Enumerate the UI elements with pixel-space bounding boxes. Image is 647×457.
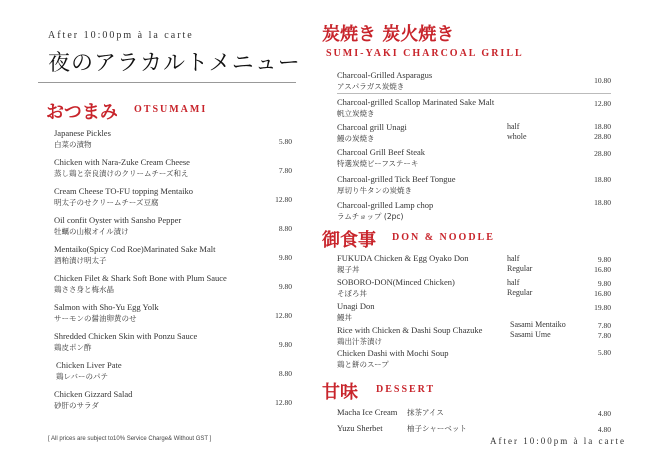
dessert-title-jp: 甘味 bbox=[322, 382, 358, 403]
item-name-en: Yuzu Sherbet bbox=[337, 423, 383, 433]
variant-price: 9.80 bbox=[597, 255, 611, 264]
item-name-jp: 親子丼 bbox=[337, 265, 360, 274]
page-title: 夜のアラカルトメニュー bbox=[48, 51, 301, 76]
variant-price: 16.80 bbox=[594, 265, 611, 274]
menu-item bbox=[337, 122, 407, 144]
footer-subtitle: After 10:00pm à la carte bbox=[490, 436, 626, 446]
item-name-en: Chicken with Nara-Zuke Cream Cheese bbox=[54, 157, 190, 167]
item-price: 8.80 bbox=[278, 369, 292, 378]
header-divider bbox=[38, 82, 296, 83]
dessert-title-en: DESSERT bbox=[376, 384, 436, 395]
item-name-en: Shredded Chicken Skin with Ponzu Sauce bbox=[54, 331, 198, 341]
item-name-jp: 鰻の炭焼き bbox=[337, 134, 375, 143]
variant-label: half bbox=[507, 278, 520, 287]
item-name-jp: 特選炭焼ビーフステーキ bbox=[337, 159, 419, 168]
item-name-jp: 鶏皮ポン酢 bbox=[54, 343, 92, 352]
item-name-en: Unagi Don bbox=[337, 301, 375, 311]
menu-item bbox=[337, 423, 467, 434]
menu-item bbox=[337, 97, 494, 119]
menu-item bbox=[54, 128, 111, 150]
item-name-jp: 鶏ささ身と梅水晶 bbox=[54, 285, 114, 294]
menu-item bbox=[337, 70, 432, 92]
variant-price: 18.80 bbox=[594, 122, 611, 131]
variant-label: Sasami Ume bbox=[510, 330, 551, 339]
item-name-en: Rice with Chicken & Dashi Soup Chazuke bbox=[337, 325, 483, 335]
item-name-en: Charcoal Grill Beef Steak bbox=[337, 147, 426, 157]
noodle-title-jp: 御食事 bbox=[322, 230, 376, 251]
item-price: 28.80 bbox=[594, 149, 611, 158]
menu-item bbox=[54, 244, 215, 266]
menu-item bbox=[337, 174, 455, 196]
variant-label: Sasami Mentaiko bbox=[510, 320, 566, 329]
menu-item bbox=[54, 215, 181, 237]
item-name-en: Mentaiko(Spicy Cod Roe)Marinated Sake Malt bbox=[54, 244, 216, 254]
item-name-jp: そぼろ丼 bbox=[337, 289, 367, 298]
menu-item bbox=[56, 360, 122, 382]
item-name-en: Macha Ice Cream bbox=[337, 407, 398, 417]
item-price: 5.80 bbox=[597, 348, 611, 357]
item-name-en: Charcoal grill Unagi bbox=[337, 122, 407, 132]
variant-price: 28.80 bbox=[594, 132, 611, 141]
item-name-jp: サーモンの醤油卵黄のせ bbox=[54, 314, 137, 323]
otsumami-title-en: OTSUMAMI bbox=[134, 104, 208, 115]
service-charge-note: [ All prices are subject to10% Service Charge& Without GST ] bbox=[48, 436, 212, 442]
item-name-jp: 蒸し鶏と奈良漬けのクリームチーズ和え bbox=[54, 169, 189, 178]
noodle-title-en: DON & NOODLE bbox=[392, 232, 495, 243]
menu-item bbox=[54, 331, 197, 353]
menu-item bbox=[54, 186, 193, 208]
item-name-jp: 砂肝のサラダ bbox=[54, 401, 99, 410]
item-name-jp: 鰻丼 bbox=[337, 313, 352, 322]
item-name-jp: 牡蠣の山椒オイル漬け bbox=[54, 227, 129, 236]
item-price: 18.80 bbox=[594, 198, 611, 207]
item-price: 4.80 bbox=[597, 425, 611, 434]
menu-item bbox=[337, 147, 425, 169]
item-name-en: FUKUDA Chicken & Egg Oyako Don bbox=[337, 253, 469, 263]
item-price: 10.80 bbox=[594, 76, 611, 85]
item-name-jp: 厚切り牛タンの炭焼き bbox=[337, 186, 412, 195]
item-name-en: SOBORO-DON(Minced Chicken) bbox=[337, 277, 455, 287]
item-name-en: Oil confit Oyster with Sansho Pepper bbox=[54, 215, 182, 225]
item-name-en: Charcoal-grilled Scallop Marinated Sake Malt bbox=[337, 97, 495, 107]
menu-item bbox=[337, 407, 444, 418]
item-name-jp: ラムチョップ (2pc) bbox=[337, 212, 404, 221]
item-name-en: Chicken Dashi with Mochi Soup bbox=[337, 348, 449, 358]
item-price: 4.80 bbox=[597, 409, 611, 418]
item-name-jp: 帆立炭焼き bbox=[337, 109, 375, 118]
item-name-jp: 鶏レバーのパテ bbox=[56, 372, 108, 381]
menu-item bbox=[337, 348, 448, 370]
item-divider bbox=[337, 93, 611, 94]
item-price: 19.80 bbox=[594, 303, 611, 312]
variant-label: Regular bbox=[507, 264, 533, 273]
item-name-jp: 抹茶アイス bbox=[407, 408, 444, 417]
item-price: 12.80 bbox=[275, 398, 292, 407]
menu-item bbox=[54, 389, 132, 411]
item-name-en: Chicken Liver Pate bbox=[56, 360, 122, 370]
item-name-jp: 白菜の漬物 bbox=[54, 140, 92, 149]
sumiyaki-title-en: SUMI-YAKI CHARCOAL GRILL bbox=[326, 48, 524, 59]
menu-item bbox=[54, 302, 159, 324]
menu-item bbox=[337, 253, 469, 275]
item-name-en: Charcoal-grilled Tick Beef Tongue bbox=[337, 174, 456, 184]
variant-label: whole bbox=[507, 132, 527, 141]
item-name-en: Cream Cheese TO-FU topping Mentaiko bbox=[54, 186, 193, 196]
menu-item bbox=[54, 157, 190, 179]
item-name-en: Chicken Filet & Shark Soft Bone with Plum Sauce bbox=[54, 273, 227, 283]
variant-price: 7.80 bbox=[597, 321, 611, 330]
item-name-en: Chicken Gizzard Salad bbox=[54, 389, 133, 399]
variant-label: half bbox=[507, 122, 520, 131]
otsumami-title-jp: おつまみ bbox=[46, 102, 118, 123]
variant-price: 16.80 bbox=[594, 289, 611, 298]
item-price: 9.80 bbox=[278, 340, 292, 349]
item-price: 5.80 bbox=[278, 137, 292, 146]
sumiyaki-title-jp: 炭焼き 炭火焼き bbox=[322, 24, 455, 45]
item-name-en: Japanese Pickles bbox=[54, 128, 111, 138]
menu-item bbox=[337, 200, 433, 222]
variant-price: 7.80 bbox=[597, 331, 611, 340]
item-name-en: Charcoal-grilled Lamp chop bbox=[337, 200, 434, 210]
item-price: 9.80 bbox=[278, 253, 292, 262]
variant-label: Regular bbox=[507, 288, 533, 297]
item-name-jp: アスパラガス炭焼き bbox=[337, 82, 405, 91]
item-price: 12.80 bbox=[594, 99, 611, 108]
item-name-en: Charcoal-Grilled Asparagus bbox=[337, 70, 433, 80]
item-name-jp: 柚子シャーベット bbox=[407, 424, 467, 433]
item-name-jp: 明太子のせクリームチーズ豆腐 bbox=[54, 198, 159, 207]
variant-price: 9.80 bbox=[597, 279, 611, 288]
item-price: 9.80 bbox=[278, 282, 292, 291]
item-name-en: Salmon with Sho-Yu Egg Yolk bbox=[54, 302, 159, 312]
item-price: 7.80 bbox=[278, 166, 292, 175]
header-subtitle: After 10:00pm à la carte bbox=[48, 30, 194, 41]
item-price: 12.80 bbox=[275, 195, 292, 204]
menu-item bbox=[337, 277, 455, 299]
item-price: 18.80 bbox=[594, 175, 611, 184]
item-name-jp: 鶏出汁茶漬け bbox=[337, 337, 382, 346]
menu-item bbox=[54, 273, 227, 295]
variant-label: half bbox=[507, 254, 520, 263]
item-price: 12.80 bbox=[275, 311, 292, 320]
item-name-jp: 鶏と餅のスープ bbox=[337, 360, 389, 369]
item-name-jp: 酒粕漬け明太子 bbox=[54, 256, 107, 265]
menu-item bbox=[337, 301, 375, 323]
item-price: 8.80 bbox=[278, 224, 292, 233]
menu-item bbox=[337, 325, 482, 347]
